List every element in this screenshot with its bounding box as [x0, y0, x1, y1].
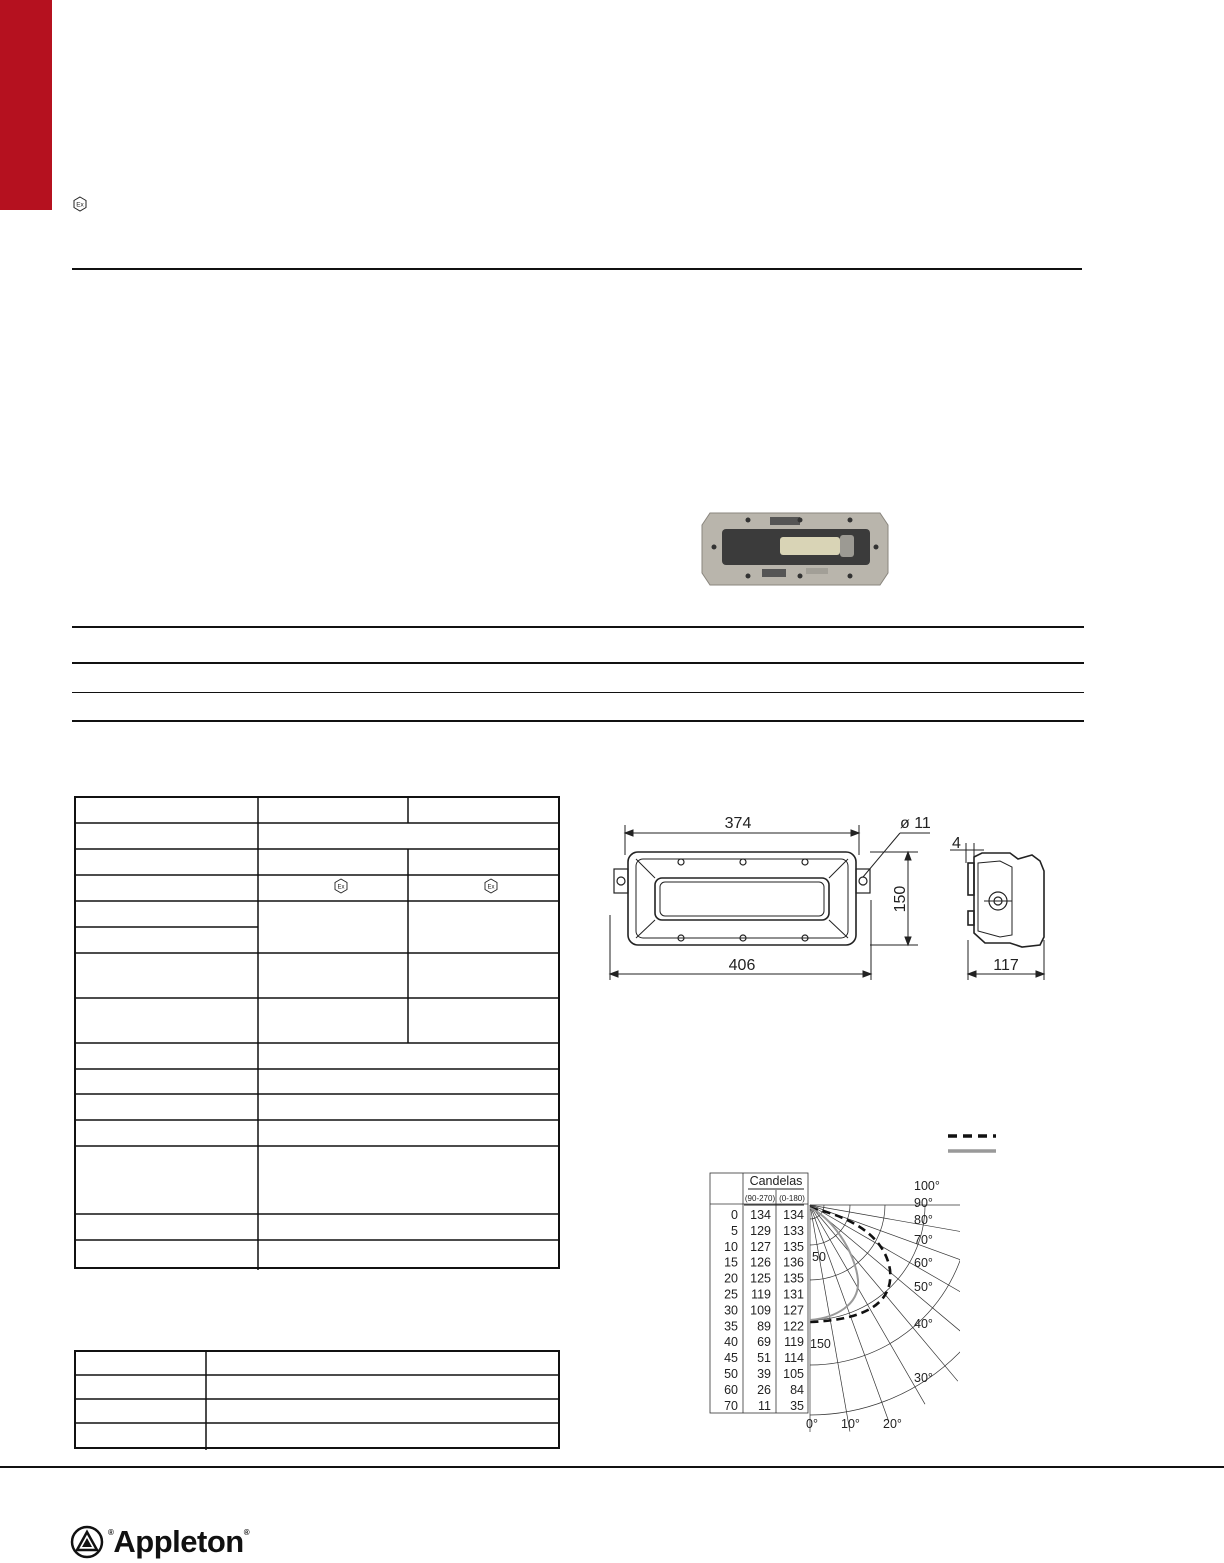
photometric-c1-cell: 125: [750, 1271, 771, 1286]
curve-legend: [946, 1130, 998, 1156]
svg-text:Ex: Ex: [337, 884, 345, 891]
angle-label-bottom: 0°: [806, 1417, 818, 1431]
svg-text:Ex: Ex: [487, 884, 495, 891]
photometric-c1-cell: 51: [757, 1351, 771, 1366]
col1-header: (90-270): [744, 1194, 776, 1203]
photometric-c2-cell: 35: [790, 1398, 804, 1413]
ring-label-150: 150: [810, 1337, 831, 1351]
photometric-angle-cell: 0: [731, 1208, 738, 1222]
svg-text:Ex: Ex: [76, 201, 84, 209]
photometric-c2-cell: 133: [783, 1223, 804, 1238]
photometric-angle-cell: 40: [724, 1335, 738, 1350]
photometric-angle-cell: 50: [724, 1367, 738, 1381]
photometric-c2-cell: 134: [783, 1208, 804, 1222]
photometric-c1-cell: 89: [757, 1319, 771, 1334]
angle-label: 100°: [914, 1179, 940, 1193]
dim-depth: 117: [993, 957, 1019, 974]
photometric-angle-cell: 20: [724, 1271, 738, 1286]
ring-label-50: 50: [812, 1250, 826, 1264]
photometric-c2-cell: 105: [783, 1367, 804, 1381]
photometric-c1-cell: 26: [757, 1382, 771, 1397]
polar-spoke: [810, 1205, 958, 1381]
photometric-c2-cell: 131: [783, 1287, 804, 1302]
photometric-angle-cell: 25: [724, 1287, 738, 1302]
photometric-c1-cell: 11: [758, 1398, 771, 1413]
photometric-angle-cell: 30: [724, 1303, 738, 1318]
dim-height: 150: [892, 885, 909, 913]
photometric-angle-cell: 70: [724, 1398, 738, 1413]
product-photo: [700, 505, 890, 590]
footer-rule: [0, 1466, 1224, 1468]
candelas-header: Candelas: [749, 1174, 803, 1188]
photometric-angle-cell: 45: [724, 1351, 738, 1366]
photometric-angle-cell: 10: [724, 1239, 738, 1254]
table-rule-2: [72, 662, 1084, 664]
dim-side-offset: 4: [952, 835, 961, 852]
angle-label-bottom: 20°: [883, 1417, 902, 1431]
header-rule: [72, 268, 1082, 270]
photometric-angle-cell: 15: [724, 1255, 738, 1270]
angle-label: 40°: [914, 1317, 933, 1331]
photometric-c2-cell: 127: [783, 1303, 804, 1318]
angle-labels-right: [914, 1179, 940, 1385]
dim-bottom-width: 406: [728, 957, 756, 974]
photometric-c1-cell: 69: [757, 1335, 771, 1350]
photometric-c2-cell: 122: [783, 1319, 804, 1334]
photometric-diagram: [700, 1170, 960, 1432]
ex-badge-icon: [335, 879, 497, 893]
appleton-logo: [70, 1522, 249, 1562]
options-table: [74, 1350, 560, 1450]
dimension-drawing: [600, 805, 1070, 990]
appleton-logo-icon: [70, 1525, 104, 1559]
angle-label-bottom: 10°: [841, 1417, 860, 1431]
photometric-c2-cell: 119: [784, 1335, 804, 1350]
polar-ring: [810, 1205, 960, 1415]
brand-name: Appleton: [113, 1524, 244, 1559]
dim-top-width: 374: [724, 815, 752, 832]
registered-mark-2: ®: [243, 1528, 250, 1537]
photometric-angle-cell: 5: [731, 1223, 738, 1238]
photometric-c1-cell: 119: [751, 1287, 771, 1302]
photometric-c1-cell: 126: [750, 1255, 771, 1270]
photometric-c1-cell: 39: [757, 1367, 771, 1381]
angle-label: 60°: [914, 1256, 933, 1270]
spec-table: [74, 796, 560, 1270]
photometric-angle-cell: 60: [724, 1382, 738, 1397]
angle-label: 90°: [914, 1196, 933, 1210]
photometric-c2-cell: 84: [790, 1382, 804, 1397]
photometric-c1-cell: 109: [750, 1303, 771, 1318]
ex-mark-icon: [72, 196, 88, 212]
photometric-angle-cell: 35: [724, 1319, 738, 1334]
polar-ring: [810, 1205, 960, 1365]
photometric-c2-cell: 136: [783, 1255, 804, 1270]
table-rule-1: [72, 626, 1084, 628]
dim-hole: ø 11: [900, 815, 931, 832]
angle-labels-bottom: [806, 1417, 902, 1431]
photometric-c1-cell: 134: [750, 1208, 771, 1222]
photometric-c2-cell: 135: [783, 1239, 804, 1254]
table-rule-4: [72, 720, 1084, 722]
angle-label: 30°: [914, 1371, 933, 1385]
photometric-c1-cell: 129: [750, 1223, 771, 1238]
curve-dashed: [810, 1208, 890, 1322]
polar-spoke: [810, 1205, 960, 1320]
photometric-rows: [724, 1208, 804, 1413]
registered-mark: ®: [108, 1528, 114, 1537]
photometric-c2-cell: 135: [783, 1271, 804, 1286]
angle-label: 50°: [914, 1280, 933, 1294]
section-tab: [0, 0, 52, 210]
photometric-c1-cell: 127: [750, 1239, 771, 1254]
photometric-c2-cell: 114: [784, 1351, 804, 1366]
table-rule-3: [72, 692, 1084, 693]
polar-spoke: [810, 1205, 889, 1421]
col2-header: (0-180): [779, 1194, 805, 1203]
angle-label: 70°: [914, 1233, 933, 1247]
angle-label: 80°: [914, 1213, 933, 1227]
